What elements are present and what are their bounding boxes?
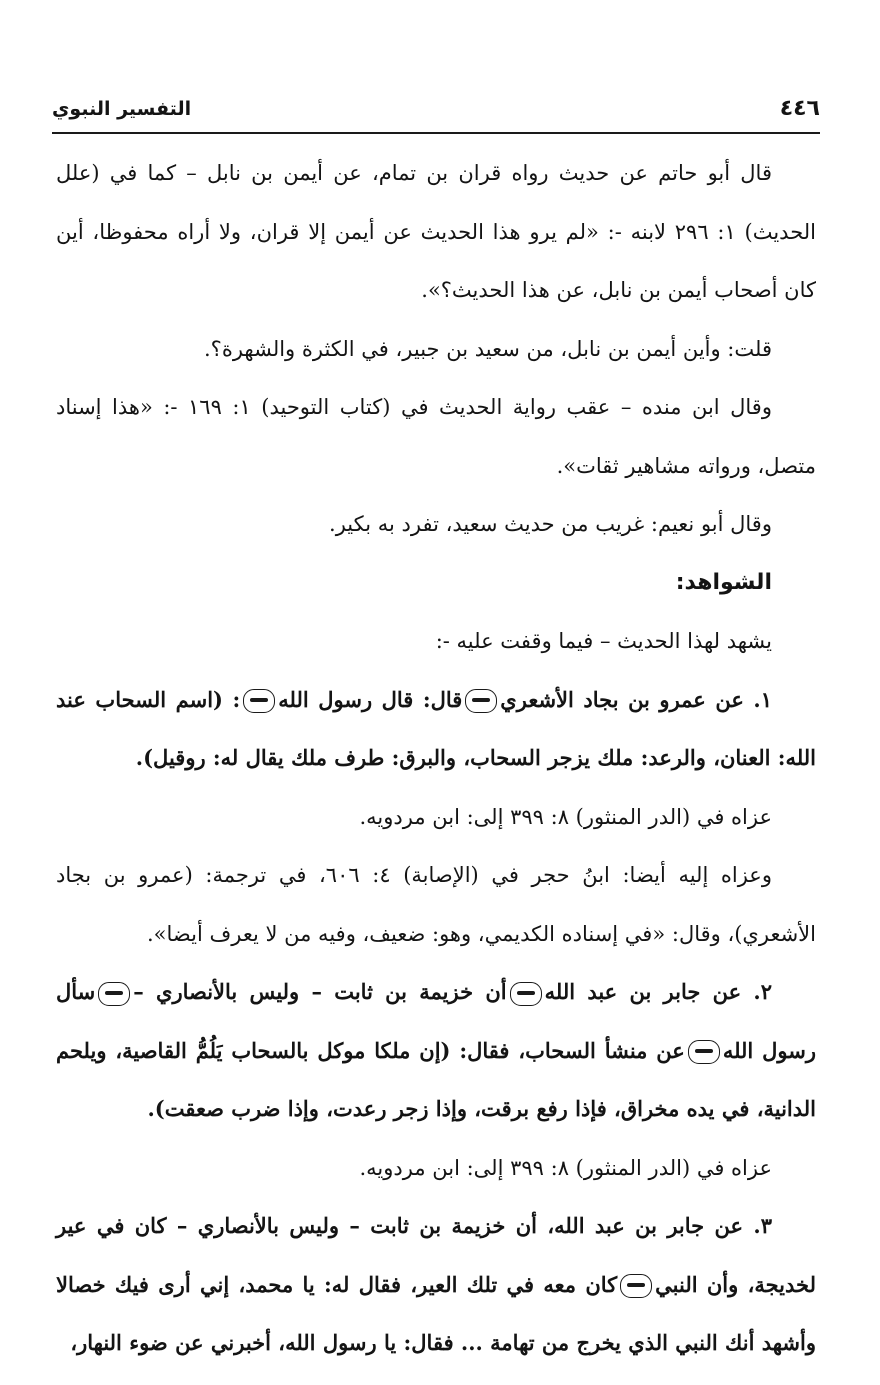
hadith-item-1-part-b: قال: قال رسول الله: [278, 686, 463, 712]
honorific-icon: [688, 1040, 720, 1064]
paragraph-attribution-2: عزاه في (الدر المنثور) ٨: ٣٩٩ إلى: ابن مردويه.: [359, 1155, 772, 1180]
paragraph-ibn-hajar: وعزاه إليه أيضا: ابنُ حجر في (الإصابة) ٤: ٦٠٦، في ترجمة: (عمرو بن بجاد الأشعري)، وقال: «في إسناده الكديمي، وهو: ضعيف، وفيه من لا يعرف أيضا».: [56, 863, 816, 946]
hadith-item-2-part-d: عن منشأ السحاب، فقال: (إن ملكا موكل بالسحاب يَلُمُّ القاصية، ويلحم الدانية، في يده مخراق، فإذا رفع برقت، وإذا زجر رعدت، وإذا ضرب صعقت).: [56, 1037, 816, 1121]
page-number: ٤٤٦: [779, 96, 820, 121]
section-heading: الشواهد:: [675, 569, 772, 595]
hadith-item-2-part-c: سأل رسول الله: [56, 979, 816, 1063]
hadith-item-2-part-b: أن خزيمة بن ثابت – وليس بالأنصاري –: [133, 979, 507, 1004]
hadith-item-2-part-a: ٢. عن جابر بن عبد الله: [544, 979, 773, 1004]
page-header: [52, 96, 820, 134]
hadith-item-1-part-a: ١. عن عمرو بن بجاد الأشعري: [500, 686, 772, 712]
honorific-icon: [465, 689, 497, 713]
honorific-icon: [620, 1274, 652, 1298]
paragraph-intro: يشهد لهذا الحديث – فيما وقفت عليه -:: [435, 629, 772, 653]
running-title: التفسير النبوي: [52, 98, 192, 120]
hadith-item-1: [56, 671, 816, 788]
paragraph-abu-nuaym: وقال أبو نعيم: غريب من حديث سعيد، تفرد به بكير.: [329, 512, 772, 536]
hadith-item-3-part-b: كان معه في تلك العير، فقال له: يا محمد، إني أرى فيك خصالا وأشهد أنك النبي الذي يخرج من تهامة ... فقال: يا رسول الله، أخبرني عن ضوء النهار،: [56, 1271, 816, 1355]
honorific-icon: [98, 982, 130, 1006]
honorific-icon: [510, 982, 542, 1006]
hadith-item-3: [56, 1197, 816, 1373]
hadith-item-3-part-a: ٣. عن جابر بن عبد الله، أن خزيمة بن ثابت – وليس بالأنصاري – كان في عير لخديجة، وأن النبي: [56, 1213, 817, 1297]
paragraph-abu-hatim: قال أبو حاتم عن حديث رواه قران بن تمام، عن أيمن بن نابل – كما في (علل الحديث) ١: ٢٩٦ لابنه -: «لم يرو هذا الحديث عن أيمن إلا قران، ولا أراه محفوظا، أين كان أصحاب أيمن بن نابل، عن هذا الحديث؟».: [56, 161, 816, 302]
page-body: [56, 144, 816, 1373]
paragraph-author-note: قلت: وأين أيمن بن نابل، من سعيد بن جبير، في الكثرة والشهرة؟.: [204, 336, 772, 361]
paragraph-ibn-mandah: وقال ابن منده – عقب رواية الحديث في (كتاب التوحيد) ١: ١٦٩ -: «هذا إسناد متصل، ورواته مشاهير ثقات».: [56, 395, 816, 478]
honorific-icon: [243, 689, 275, 713]
hadith-item-2: [56, 963, 816, 1139]
hadith-item-1-part-c: : (اسم السحاب عند الله: العنان، والرعد: ملك يزجر السحاب، والبرق: طرف ملك يقال له: روقيل).: [56, 686, 816, 770]
paragraph-attribution-1: عزاه في (الدر المنثور) ٨: ٣٩٩ إلى: ابن مردويه.: [359, 804, 772, 829]
